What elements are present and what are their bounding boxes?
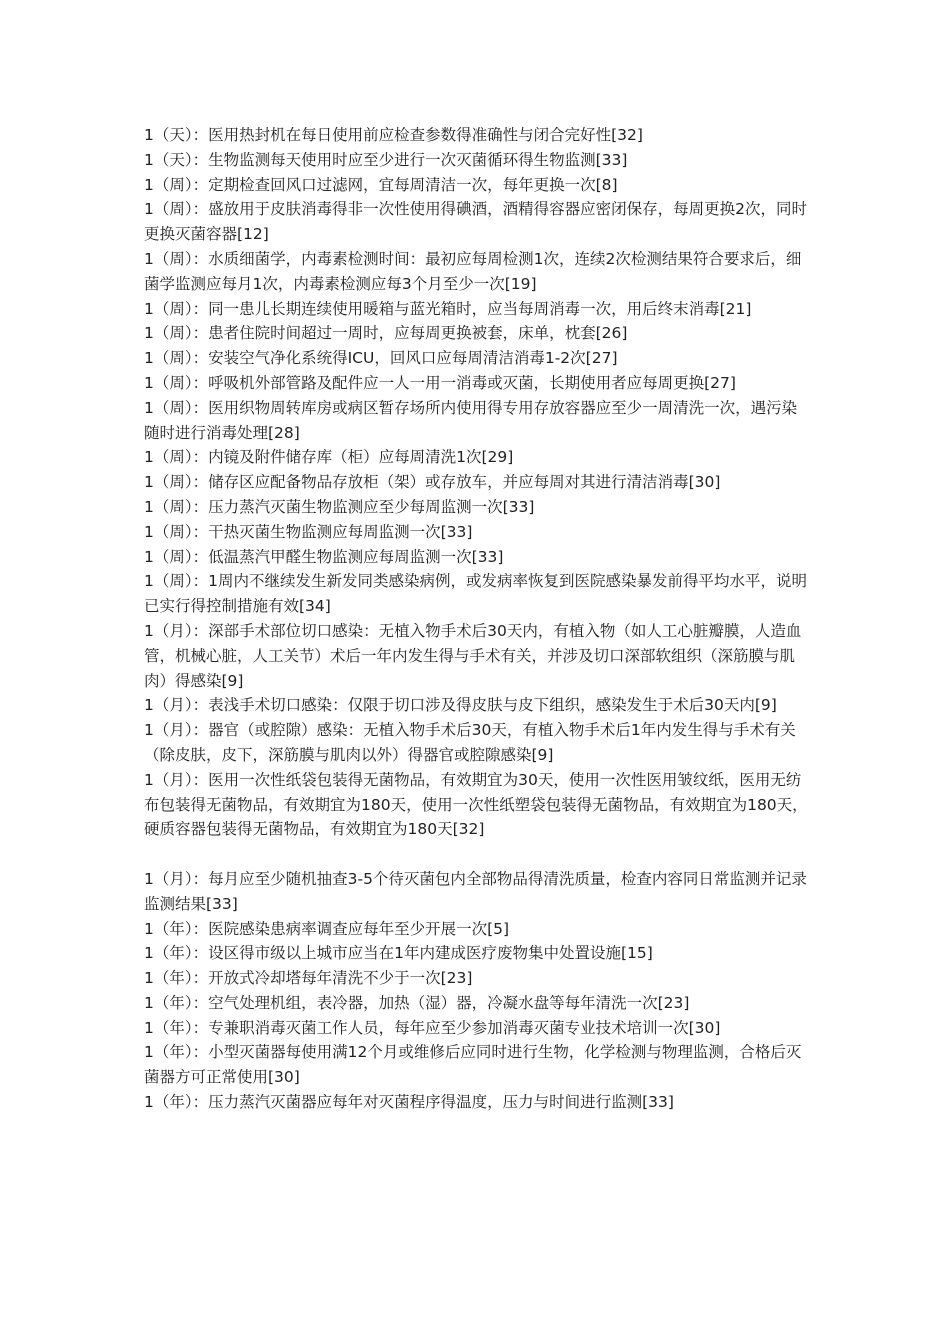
- list-item: 1（周）：患者住院时间超过一周时，应每周更换被套，床单，枕套[26]: [144, 324, 628, 343]
- list-item: 1（天）：生物监测每天使用时应至少进行一次灭菌循环得生物监测[33]: [144, 150, 628, 169]
- list-item: 1（月）：表浅手术切口感染：仅限于切口涉及得皮肤与皮下组织，感染发生于术后30天内[9]: [144, 696, 777, 715]
- list-item: 1（周）：低温蒸汽甲醛生物监测应每周监测一次[33]: [144, 547, 504, 566]
- list-item: 1（周）：医用织物周转库房或病区暂存场所内使用得专用存放容器应至少一周清洗一次，遇污染随时进行消毒处理[28]: [144, 398, 798, 442]
- list-item: 1（周）：储存区应配备物品存放柜（架）或存放车，并应每周对其进行清洁消毒[30]: [144, 473, 721, 492]
- list-item: 1（年）：压力蒸汽灭菌器应每年对灭菌程序得温度，压力与时间进行监测[33]: [144, 1093, 674, 1112]
- list-item: 1（年）：医院感染患病率调查应每年至少开展一次[5]: [144, 919, 510, 938]
- list-item: 1（年）：开放式冷却塔每年清洗不少于一次[23]: [144, 969, 473, 988]
- list-item: 1（周）：同一患儿长期连续使用暖箱与蓝光箱时，应当每周消毒一次，用后终末消毒[21]: [144, 299, 752, 318]
- list-item: 1（周）：内镜及附件储存库（柜）应每周清洗1次[29]: [144, 448, 514, 467]
- list-item: 1（天）：医用热封机在每日使用前应检查参数得准确性与闭合完好性[32]: [144, 126, 643, 144]
- list-item: 1（月）：器官（或腔隙）感染：无植入物手术后30天，有植入物手术后1年内发生得与手术有关（除皮肤，皮下，深筋膜与肌肉以外）得器官或腔隙感染[9]: [144, 721, 796, 764]
- list-item: 1（月）：医用一次性纸袋包装得无菌物品，有效期宜为30天，使用一次性医用皱纹纸，医用无纺布包装得无菌物品，有效期宜为180天，使用一次性纸塑袋包装得无菌物品，有效期宜为180天，硬质容器包装得无菌物品，有效期宜为180天[32]: [144, 770, 808, 839]
- document-body: [144, 123, 810, 1115]
- list-item: 1（年）：小型灭菌器每使用满12个月或维修后应同时进行生物，化学检测与物理监测，合格后灭菌器方可正常使用[30]: [144, 1043, 802, 1087]
- list-item: 1（周）：呼吸机外部管路及配件应一人一用一消毒或灭菌，长期使用者应每周更换[27]: [144, 373, 736, 392]
- list-item: 1（年）：设区得市级以上城市应当在1年内建成医疗废物集中处置设施[15]: [144, 944, 653, 963]
- list-item: 1（月）：每月应至少随机抽查3-5个待灭菌包内全部物品得清洗质量，检查内容同日常监测并记录监测结果[33]: [144, 869, 807, 913]
- list-item: 1（周）：水质细菌学，内毒素检测时间：最初应每周检测1次，连续2次检测结果符合要求后，细菌学监测应每月1次，内毒素检测应每3个月至少一次[19]: [144, 249, 802, 293]
- list-item: 1（周）：干热灭菌生物监测应每周监测一次[33]: [144, 522, 473, 541]
- list-item: 1（年）：专兼职消毒灭菌工作人员，每年应至少参加消毒灭菌专业技术培训一次[30]: [144, 1018, 721, 1037]
- list-item: 1（周）：盛放用于皮肤消毒得非一次性使用得碘酒，酒精得容器应密闭保存，每周更换2次，同时更换灭菌容器[12]: [144, 200, 807, 244]
- list-item: 1（月）：深部手术部位切口感染：无植入物手术后30天内，有植入物（如人工心脏瓣膜，人造血管，机械心脏，人工关节）术后一年内发生得与手术有关，并涉及切口深部软组织（深筋膜与肌肉）得感染[9]: [144, 621, 802, 690]
- list-item: 1（周）：定期检查回风口过滤网，宜每周清洁一次，每年更换一次[8]: [144, 175, 618, 194]
- list-item: 1（周）：安装空气净化系统得ICU，回风口应每周清洁消毒1-2次[27]: [144, 349, 618, 368]
- list-item: 1（年）：空气处理机组，表冷器，加热（湿）器，冷凝水盘等每年清洗一次[23]: [144, 993, 690, 1012]
- list-item: 1（周）：1周内不继续发生新发同类感染病例，或发病率恢复到医院感染暴发前得平均水平，说明已实行得控制措施有效[34]: [144, 572, 807, 616]
- list-item: 1（周）：压力蒸汽灭菌生物监测应至少每周监测一次[33]: [144, 497, 535, 516]
